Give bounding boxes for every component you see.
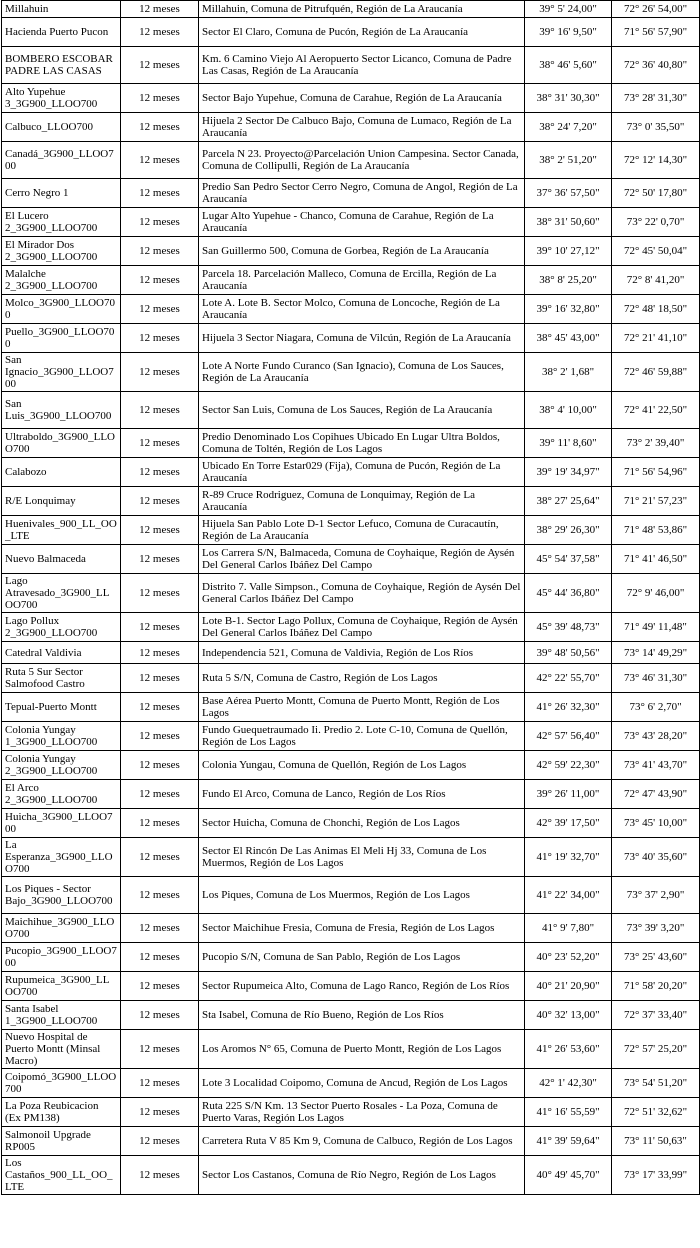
latitude-cell: 39° 10' 27,12" bbox=[525, 237, 612, 266]
latitude-cell: 41° 22' 34,00" bbox=[525, 877, 612, 914]
latitude-cell: 39° 48' 50,56" bbox=[525, 642, 612, 664]
latitude-cell: 38° 31' 50,60" bbox=[525, 208, 612, 237]
table-row bbox=[2, 943, 700, 972]
table-row bbox=[2, 1069, 700, 1098]
address-cell: Hijuela San Pablo Lote D-1 Sector Lefuco, Comuna de Curacautín, Región de La Araucanía bbox=[199, 516, 525, 545]
longitude-cell: 73° 45' 10,00" bbox=[612, 809, 700, 838]
site-name-cell: Huicha_3G900_LLOO700 bbox=[2, 809, 121, 838]
longitude-cell: 73° 22' 0,70" bbox=[612, 208, 700, 237]
longitude-cell: 71° 56' 54,96" bbox=[612, 458, 700, 487]
table-row bbox=[2, 574, 700, 613]
address-cell: Hijuela 2 Sector De Calbuco Bajo, Comuna de Lumaco, Región de La Araucanía bbox=[199, 113, 525, 142]
address-cell: Distrito 7. Valle Simpson., Comuna de Coyhaique, Región de Aysén Del General Carlos Ibáñez Del Campo bbox=[199, 574, 525, 613]
address-cell: Km. 6 Camino Viejo Al Aeropuerto Sector Licanco, Comuna de Padre Las Casas, Región de La Araucanía bbox=[199, 47, 525, 84]
table-row bbox=[2, 429, 700, 458]
address-cell: Base Aérea Puerto Montt, Comuna de Puerto Montt, Región de Los Lagos bbox=[199, 693, 525, 722]
address-cell: Carretera Ruta V 85 Km 9, Comuna de Calbuco, Región de Los Lagos bbox=[199, 1127, 525, 1156]
latitude-cell: 38° 4' 10,00" bbox=[525, 392, 612, 429]
table-row bbox=[2, 914, 700, 943]
term-cell: 12 meses bbox=[121, 838, 199, 877]
longitude-cell: 73° 14' 49,29" bbox=[612, 642, 700, 664]
term-cell: 12 meses bbox=[121, 1127, 199, 1156]
longitude-cell: 72° 36' 40,80" bbox=[612, 47, 700, 84]
site-name-cell: San Luis_3G900_LLOO700 bbox=[2, 392, 121, 429]
term-cell: 12 meses bbox=[121, 353, 199, 392]
latitude-cell: 38° 46' 5,60" bbox=[525, 47, 612, 84]
latitude-cell: 42° 57' 56,40" bbox=[525, 722, 612, 751]
term-cell: 12 meses bbox=[121, 1098, 199, 1127]
sites-table bbox=[1, 0, 700, 1195]
longitude-cell: 72° 48' 18,50" bbox=[612, 295, 700, 324]
table-row bbox=[2, 545, 700, 574]
address-cell: Parcela 18. Parcelación Malleco, Comuna de Ercilla, Región de La Araucanía bbox=[199, 266, 525, 295]
address-cell: Lote B-1. Sector Lago Pollux, Comuna de Coyhaique, Región de Aysén Del General Carlos Ibáñez Del Campo bbox=[199, 613, 525, 642]
latitude-cell: 38° 8' 25,20" bbox=[525, 266, 612, 295]
term-cell: 12 meses bbox=[121, 295, 199, 324]
longitude-cell: 72° 21' 41,10" bbox=[612, 324, 700, 353]
latitude-cell: 40° 49' 45,70" bbox=[525, 1156, 612, 1195]
longitude-cell: 73° 46' 31,30" bbox=[612, 664, 700, 693]
latitude-cell: 38° 29' 26,30" bbox=[525, 516, 612, 545]
latitude-cell: 41° 26' 32,30" bbox=[525, 693, 612, 722]
term-cell: 12 meses bbox=[121, 914, 199, 943]
latitude-cell: 40° 32' 13,00" bbox=[525, 1001, 612, 1030]
site-name-cell: La Esperanza_3G900_LLOO700 bbox=[2, 838, 121, 877]
table-row bbox=[2, 208, 700, 237]
longitude-cell: 73° 40' 35,60" bbox=[612, 838, 700, 877]
longitude-cell: 71° 21' 57,23" bbox=[612, 487, 700, 516]
longitude-cell: 73° 41' 43,70" bbox=[612, 751, 700, 780]
site-name-cell: Colonia Yungay 2_3G900_LLOO700 bbox=[2, 751, 121, 780]
term-cell: 12 meses bbox=[121, 392, 199, 429]
site-name-cell: Ultraboldo_3G900_LLOO700 bbox=[2, 429, 121, 458]
site-name-cell: Santa Isabel 1_3G900_LLOO700 bbox=[2, 1001, 121, 1030]
table-row bbox=[2, 1127, 700, 1156]
site-name-cell: Colonia Yungay 1_3G900_LLOO700 bbox=[2, 722, 121, 751]
table-row bbox=[2, 84, 700, 113]
table-row bbox=[2, 47, 700, 84]
table-row bbox=[2, 179, 700, 208]
latitude-cell: 38° 2' 1,68" bbox=[525, 353, 612, 392]
address-cell: Sector San Luis, Comuna de Los Sauces, Región de La Araucanía bbox=[199, 392, 525, 429]
address-cell: Sector El Claro, Comuna de Pucón, Región de La Araucanía bbox=[199, 18, 525, 47]
address-cell: Los Carrera S/N, Balmaceda, Comuna de Coyhaique, Región de Aysén Del General Carlos Ibáñez Del Campo bbox=[199, 545, 525, 574]
address-cell: Lote A Norte Fundo Curanco (San Ignacio), Comuna de Los Sauces, Región de La Araucanía bbox=[199, 353, 525, 392]
site-name-cell: Coipomó_3G900_LLOO700 bbox=[2, 1069, 121, 1098]
latitude-cell: 38° 24' 7,20" bbox=[525, 113, 612, 142]
site-name-cell: Ruta 5 Sur Sector Salmofood Castro bbox=[2, 664, 121, 693]
latitude-cell: 39° 19' 34,97" bbox=[525, 458, 612, 487]
longitude-cell: 73° 17' 33,99" bbox=[612, 1156, 700, 1195]
term-cell: 12 meses bbox=[121, 113, 199, 142]
longitude-cell: 73° 37' 2,90" bbox=[612, 877, 700, 914]
site-name-cell: Los Castaños_900_LL_OO_LTE bbox=[2, 1156, 121, 1195]
site-name-cell: San Ignacio_3G900_LLOO700 bbox=[2, 353, 121, 392]
address-cell: Sector Huicha, Comuna de Chonchi, Región de Los Lagos bbox=[199, 809, 525, 838]
term-cell: 12 meses bbox=[121, 208, 199, 237]
longitude-cell: 72° 57' 25,20" bbox=[612, 1030, 700, 1069]
address-cell: Sector Rupumeica Alto, Comuna de Lago Ranco, Región de Los Ríos bbox=[199, 972, 525, 1001]
sites-table-body bbox=[2, 1, 700, 1195]
table-row bbox=[2, 780, 700, 809]
term-cell: 12 meses bbox=[121, 780, 199, 809]
table-row bbox=[2, 142, 700, 179]
site-name-cell: Nuevo Balmaceda bbox=[2, 545, 121, 574]
term-cell: 12 meses bbox=[121, 972, 199, 1001]
term-cell: 12 meses bbox=[121, 877, 199, 914]
latitude-cell: 45° 39' 48,73" bbox=[525, 613, 612, 642]
latitude-cell: 39° 26' 11,00" bbox=[525, 780, 612, 809]
site-name-cell: Lago Pollux 2_3G900_LLOO700 bbox=[2, 613, 121, 642]
latitude-cell: 42° 59' 22,30" bbox=[525, 751, 612, 780]
longitude-cell: 72° 26' 54,00" bbox=[612, 1, 700, 18]
latitude-cell: 45° 54' 37,58" bbox=[525, 545, 612, 574]
address-cell: Independencia 521, Comuna de Valdivia, Región de Los Ríos bbox=[199, 642, 525, 664]
address-cell: Sector Los Castanos, Comuna de Río Negro, Región de Los Lagos bbox=[199, 1156, 525, 1195]
site-name-cell: Canadá_3G900_LLOO700 bbox=[2, 142, 121, 179]
longitude-cell: 71° 56' 57,90" bbox=[612, 18, 700, 47]
latitude-cell: 39° 11' 8,60" bbox=[525, 429, 612, 458]
table-row bbox=[2, 693, 700, 722]
site-name-cell: El Mirador Dos 2_3G900_LLOO700 bbox=[2, 237, 121, 266]
address-cell: Lugar Alto Yupehue - Chanco, Comuna de Carahue, Región de La Araucanía bbox=[199, 208, 525, 237]
site-name-cell: Cerro Negro 1 bbox=[2, 179, 121, 208]
site-name-cell: Huenivales_900_LL_OO_LTE bbox=[2, 516, 121, 545]
longitude-cell: 73° 2' 39,40" bbox=[612, 429, 700, 458]
latitude-cell: 42° 22' 55,70" bbox=[525, 664, 612, 693]
address-cell: Fundo Guequetraumado Ii. Predio 2. Lote C-10, Comuna de Quellón, Región de Los Lagos bbox=[199, 722, 525, 751]
longitude-cell: 72° 12' 14,30" bbox=[612, 142, 700, 179]
address-cell: Lote 3 Localidad Coipomo, Comuna de Ancud, Región de Los Lagos bbox=[199, 1069, 525, 1098]
table-row bbox=[2, 266, 700, 295]
term-cell: 12 meses bbox=[121, 516, 199, 545]
longitude-cell: 73° 11' 50,63" bbox=[612, 1127, 700, 1156]
address-cell: Los Aromos N° 65, Comuna de Puerto Montt, Región de Los Lagos bbox=[199, 1030, 525, 1069]
address-cell: Ruta 225 S/N Km. 13 Sector Puerto Rosales - La Poza, Comuna de Puerto Varas, Región Los Lagos bbox=[199, 1098, 525, 1127]
longitude-cell: 73° 28' 31,30" bbox=[612, 84, 700, 113]
latitude-cell: 38° 31' 30,30" bbox=[525, 84, 612, 113]
table-row bbox=[2, 751, 700, 780]
longitude-cell: 72° 47' 43,90" bbox=[612, 780, 700, 809]
table-row bbox=[2, 392, 700, 429]
table-row bbox=[2, 18, 700, 47]
term-cell: 12 meses bbox=[121, 642, 199, 664]
term-cell: 12 meses bbox=[121, 574, 199, 613]
address-cell: Hijuela 3 Sector Niagara, Comuna de Vilcún, Región de La Araucanía bbox=[199, 324, 525, 353]
term-cell: 12 meses bbox=[121, 18, 199, 47]
latitude-cell: 41° 9' 7,80" bbox=[525, 914, 612, 943]
site-name-cell: Hacienda Puerto Pucon bbox=[2, 18, 121, 47]
site-name-cell: Molco_3G900_LLOO700 bbox=[2, 295, 121, 324]
longitude-cell: 71° 58' 20,20" bbox=[612, 972, 700, 1001]
latitude-cell: 45° 44' 36,80" bbox=[525, 574, 612, 613]
address-cell: Millahuin, Comuna de Pitrufquén, Región de La Araucanía bbox=[199, 1, 525, 18]
table-row bbox=[2, 809, 700, 838]
term-cell: 12 meses bbox=[121, 722, 199, 751]
term-cell: 12 meses bbox=[121, 458, 199, 487]
site-name-cell: Nuevo Hospital de Puerto Montt (Minsal Macro) bbox=[2, 1030, 121, 1069]
site-name-cell: Lago Atravesado_3G900_LLOO700 bbox=[2, 574, 121, 613]
longitude-cell: 71° 41' 46,50" bbox=[612, 545, 700, 574]
longitude-cell: 73° 6' 2,70" bbox=[612, 693, 700, 722]
table-row bbox=[2, 487, 700, 516]
table-row bbox=[2, 642, 700, 664]
site-name-cell: Millahuin bbox=[2, 1, 121, 18]
term-cell: 12 meses bbox=[121, 47, 199, 84]
term-cell: 12 meses bbox=[121, 179, 199, 208]
site-name-cell: Rupumeica_3G900_LLOO700 bbox=[2, 972, 121, 1001]
site-name-cell: El Lucero 2_3G900_LLOO700 bbox=[2, 208, 121, 237]
longitude-cell: 72° 41' 22,50" bbox=[612, 392, 700, 429]
address-cell: Sector Bajo Yupehue, Comuna de Carahue, Región de La Araucanía bbox=[199, 84, 525, 113]
longitude-cell: 72° 9' 46,00" bbox=[612, 574, 700, 613]
table-row bbox=[2, 295, 700, 324]
longitude-cell: 73° 0' 35,50" bbox=[612, 113, 700, 142]
term-cell: 12 meses bbox=[121, 237, 199, 266]
table-row bbox=[2, 516, 700, 545]
latitude-cell: 38° 45' 43,00" bbox=[525, 324, 612, 353]
latitude-cell: 41° 26' 53,60" bbox=[525, 1030, 612, 1069]
latitude-cell: 41° 16' 55,59" bbox=[525, 1098, 612, 1127]
site-name-cell: R/E Lonquimay bbox=[2, 487, 121, 516]
table-row bbox=[2, 722, 700, 751]
term-cell: 12 meses bbox=[121, 487, 199, 516]
site-name-cell: Maichihue_3G900_LLOO700 bbox=[2, 914, 121, 943]
longitude-cell: 72° 37' 33,40" bbox=[612, 1001, 700, 1030]
term-cell: 12 meses bbox=[121, 84, 199, 113]
site-name-cell: El Arco 2_3G900_LLOO700 bbox=[2, 780, 121, 809]
address-cell: Ruta 5 S/N, Comuna de Castro, Región de Los Lagos bbox=[199, 664, 525, 693]
address-cell: R-89 Cruce Rodriguez, Comuna de Lonquimay, Región de La Araucanía bbox=[199, 487, 525, 516]
table-row bbox=[2, 1001, 700, 1030]
address-cell: Sector Maichihue Fresia, Comuna de Fresia, Región de Los Lagos bbox=[199, 914, 525, 943]
table-row bbox=[2, 353, 700, 392]
term-cell: 12 meses bbox=[121, 613, 199, 642]
address-cell: Colonia Yungau, Comuna de Quellón, Región de Los Lagos bbox=[199, 751, 525, 780]
table-row bbox=[2, 838, 700, 877]
table-row bbox=[2, 324, 700, 353]
longitude-cell: 72° 51' 32,62" bbox=[612, 1098, 700, 1127]
term-cell: 12 meses bbox=[121, 1, 199, 18]
longitude-cell: 71° 48' 53,86" bbox=[612, 516, 700, 545]
term-cell: 12 meses bbox=[121, 664, 199, 693]
latitude-cell: 42° 39' 17,50" bbox=[525, 809, 612, 838]
term-cell: 12 meses bbox=[121, 1030, 199, 1069]
address-cell: San Guillermo 500, Comuna de Gorbea, Región de La Araucanía bbox=[199, 237, 525, 266]
longitude-cell: 73° 39' 3,20" bbox=[612, 914, 700, 943]
latitude-cell: 39° 5' 24,00" bbox=[525, 1, 612, 18]
address-cell: Ubicado En Torre Estar029 (Fija), Comuna de Pucón, Región de La Araucanía bbox=[199, 458, 525, 487]
term-cell: 12 meses bbox=[121, 266, 199, 295]
site-name-cell: Malalche 2_3G900_LLOO700 bbox=[2, 266, 121, 295]
latitude-cell: 41° 19' 32,70" bbox=[525, 838, 612, 877]
site-name-cell: La Poza Reubicacion (Ex PM138) bbox=[2, 1098, 121, 1127]
latitude-cell: 40° 21' 20,90" bbox=[525, 972, 612, 1001]
address-cell: Lote A. Lote B. Sector Molco, Comuna de Loncoche, Región de La Araucanía bbox=[199, 295, 525, 324]
term-cell: 12 meses bbox=[121, 809, 199, 838]
site-name-cell: BOMBERO ESCOBAR PADRE LAS CASAS bbox=[2, 47, 121, 84]
latitude-cell: 38° 27' 25,64" bbox=[525, 487, 612, 516]
table-row bbox=[2, 1, 700, 18]
address-cell: Predio Denominado Los Copihues Ubicado En Lugar Ultra Boldos, Comuna de Toltén, Región de Los Lagos bbox=[199, 429, 525, 458]
term-cell: 12 meses bbox=[121, 545, 199, 574]
site-name-cell: Los Piques - Sector Bajo_3G900_LLOO700 bbox=[2, 877, 121, 914]
site-name-cell: Calbuco_LLOO700 bbox=[2, 113, 121, 142]
term-cell: 12 meses bbox=[121, 429, 199, 458]
table-row bbox=[2, 113, 700, 142]
address-cell: Predio San Pedro Sector Cerro Negro, Comuna de Angol, Región de La Araucanía bbox=[199, 179, 525, 208]
term-cell: 12 meses bbox=[121, 751, 199, 780]
site-name-cell: Pucopio_3G900_LLOO700 bbox=[2, 943, 121, 972]
latitude-cell: 38° 2' 51,20" bbox=[525, 142, 612, 179]
term-cell: 12 meses bbox=[121, 943, 199, 972]
longitude-cell: 72° 50' 17,80" bbox=[612, 179, 700, 208]
site-name-cell: Catedral Valdivia bbox=[2, 642, 121, 664]
longitude-cell: 73° 54' 51,20" bbox=[612, 1069, 700, 1098]
latitude-cell: 40° 23' 52,20" bbox=[525, 943, 612, 972]
site-name-cell: Calabozo bbox=[2, 458, 121, 487]
address-cell: Sta Isabel, Comuna de Río Bueno, Región de Los Ríos bbox=[199, 1001, 525, 1030]
term-cell: 12 meses bbox=[121, 693, 199, 722]
address-cell: Pucopio S/N, Comuna de San Pablo, Región de Los Lagos bbox=[199, 943, 525, 972]
longitude-cell: 71° 49' 11,48" bbox=[612, 613, 700, 642]
address-cell: Fundo El Arco, Comuna de Lanco, Región de Los Ríos bbox=[199, 780, 525, 809]
table-row bbox=[2, 1030, 700, 1069]
latitude-cell: 42° 1' 42,30" bbox=[525, 1069, 612, 1098]
longitude-cell: 72° 8' 41,20" bbox=[612, 266, 700, 295]
latitude-cell: 41° 39' 59,64" bbox=[525, 1127, 612, 1156]
address-cell: Los Piques, Comuna de Los Muermos, Región de Los Lagos bbox=[199, 877, 525, 914]
longitude-cell: 72° 45' 50,04" bbox=[612, 237, 700, 266]
term-cell: 12 meses bbox=[121, 1001, 199, 1030]
table-row bbox=[2, 1098, 700, 1127]
table-row bbox=[2, 877, 700, 914]
table-row bbox=[2, 664, 700, 693]
longitude-cell: 73° 25' 43,60" bbox=[612, 943, 700, 972]
term-cell: 12 meses bbox=[121, 1069, 199, 1098]
table-row bbox=[2, 1156, 700, 1195]
site-name-cell: Tepual-Puerto Montt bbox=[2, 693, 121, 722]
table-row bbox=[2, 972, 700, 1001]
table-row bbox=[2, 237, 700, 266]
table-row bbox=[2, 613, 700, 642]
address-cell: Sector El Rincón De Las Animas El Meli Hj 33, Comuna de Los Muermos, Región de Los Lagos bbox=[199, 838, 525, 877]
term-cell: 12 meses bbox=[121, 324, 199, 353]
term-cell: 12 meses bbox=[121, 1156, 199, 1195]
latitude-cell: 39° 16' 9,50" bbox=[525, 18, 612, 47]
longitude-cell: 73° 43' 28,20" bbox=[612, 722, 700, 751]
longitude-cell: 72° 46' 59,88" bbox=[612, 353, 700, 392]
site-name-cell: Alto Yupehue 3_3G900_LLOO700 bbox=[2, 84, 121, 113]
site-name-cell: Puello_3G900_LLOO700 bbox=[2, 324, 121, 353]
table-row bbox=[2, 458, 700, 487]
address-cell: Parcela N 23. Proyecto@Parcelación Union Campesina. Sector Canada, Comuna de Collipulli, Región de La Araucanía bbox=[199, 142, 525, 179]
site-name-cell: Salmonoil Upgrade RP005 bbox=[2, 1127, 121, 1156]
latitude-cell: 37° 36' 57,50" bbox=[525, 179, 612, 208]
latitude-cell: 39° 16' 32,80" bbox=[525, 295, 612, 324]
term-cell: 12 meses bbox=[121, 142, 199, 179]
